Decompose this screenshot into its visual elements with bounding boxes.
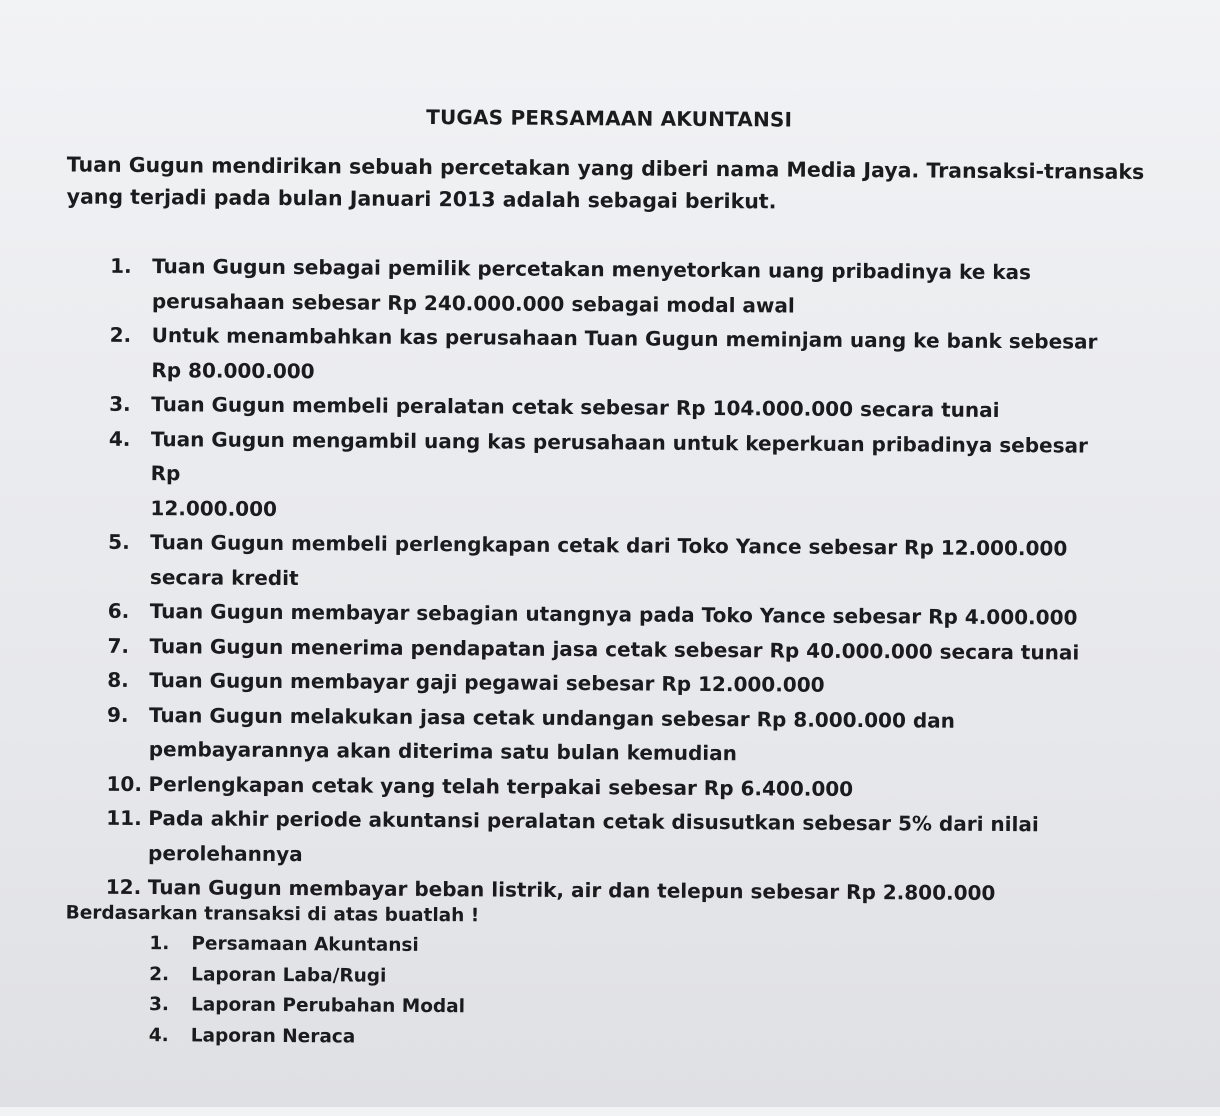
item-number: 1. (110, 253, 132, 278)
task-number: 4. (148, 1024, 169, 1046)
item-number: 3. (109, 391, 131, 416)
task-number: 2. (149, 963, 170, 985)
item-number: 12. (105, 874, 142, 900)
task-item (149, 990, 465, 1023)
transaction-item (109, 318, 1109, 394)
task-number: 3. (148, 994, 169, 1016)
item-text: Tuan Gugun membayar beban listrik, air dan telepun sebesar Rp 2.800.000 (147, 875, 996, 905)
intro-line: Tuan Gugun mendirikan sebuah percetakan yang diberi nama Media Jaya. Transaksi-transaks (66, 152, 1145, 184)
transaction-item (107, 697, 1107, 773)
item-text: Tuan Gugun sebagai pemilik percetakan menyetorkan uang pribadinya ke kas perusahaan sebesar Rp 240.000.000 sebagai modal awal (151, 254, 1032, 318)
transaction-list (106, 249, 1111, 911)
task-text: Persamaan Akuntansi (191, 933, 419, 956)
item-number: 8. (107, 667, 129, 692)
document-title: TUGAS PERSAMAAN AKUNTANSI (426, 104, 793, 132)
task-list (149, 929, 466, 1053)
task-item (149, 1021, 465, 1054)
item-number: 2. (109, 322, 132, 347)
task-text: Laporan Neraca (190, 1024, 356, 1048)
task-item (149, 929, 465, 962)
transaction-item (108, 421, 1109, 531)
item-text: Tuan Gugun membayar sebagian utangnya pada Toko Yance sebesar Rp 4.000.000 (149, 599, 1078, 630)
item-text: Pada akhir periode akuntansi peralatan cetak disusutkan sebesar 5% dari nilai perolehannya (147, 806, 1039, 866)
task-text: Laporan Laba/Rugi (191, 963, 387, 987)
item-text: Tuan Gugun membeli peralatan cetak sebesar Rp 104.000.000 secara tunai (151, 392, 1000, 422)
task-number: 1. (149, 933, 170, 955)
item-number: 7. (107, 633, 130, 658)
item-text: Tuan Gugun membayar gaji pegawai sebesar Rp 12.000.000 (149, 668, 825, 697)
transaction-item (106, 801, 1106, 877)
transaction-item (108, 525, 1108, 601)
item-number: 9. (106, 702, 129, 727)
item-number: 5. (108, 529, 130, 554)
item-text: Tuan Gugun melakukan jasa cetak undangan sebesar Rp 8.000.000 dan pembayarannya akan diterima satu bulan kemudian (148, 702, 956, 766)
intro-line: yang terjadi pada bulan Januari 2013 adalah sebagai berikut. (66, 184, 777, 214)
transaction-item (110, 249, 1110, 325)
item-text: Tuan Gugun membeli perlengkapan cetak dari Toko Yance sebesar Rp 12.000.000 secara kredit (149, 530, 1068, 590)
item-number: 10. (106, 771, 143, 796)
intro-paragraph (67, 148, 1167, 220)
item-text: Tuan Gugun mengambil uang kas perusahaan untuk keperkuan pribadinya sebesar Rp 12.000.000 (150, 426, 1089, 521)
task-text: Laporan Perubahan Modal (190, 994, 466, 1018)
item-text: Tuan Gugun menerima pendapatan jasa cetak sebesar Rp 40.000.000 secara tunai (149, 633, 1080, 665)
item-number: 4. (108, 426, 131, 451)
item-number: 6. (107, 598, 130, 623)
item-text: Untuk menambahkan kas perusahaan Tuan Gugun meminjam uang ke bank sebesar Rp 80.000.000 (151, 323, 1098, 383)
task-item (149, 960, 465, 993)
task-heading: Berdasarkan transaksi di atas buatlah ! (65, 902, 480, 927)
item-text: Perlengkapan cetak yang telah terpakai sebesar Rp 6.400.000 (148, 771, 854, 801)
item-number: 11. (106, 805, 142, 831)
